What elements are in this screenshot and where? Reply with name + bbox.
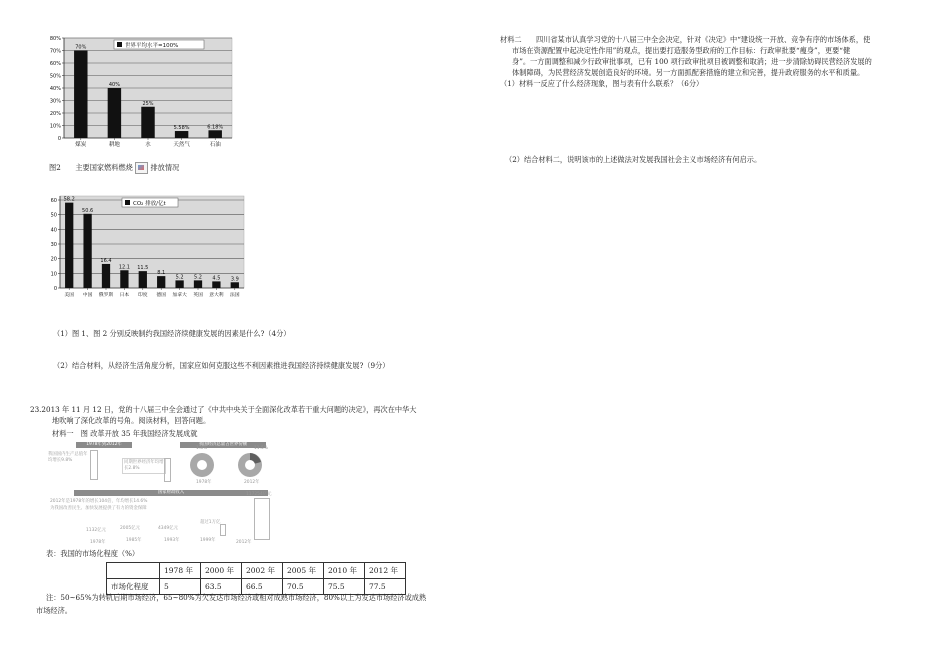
bar-value-label: 12.1 [118, 264, 130, 271]
question-23-line1: 23.2013 年 11 月 12 日，党的十八届三中全会通过了《中共中央关于全面深化改革若干重大问题的决定》，再次在中华大 [30, 405, 417, 414]
bar-value-label: 25% [142, 100, 154, 107]
bar [175, 131, 188, 138]
fiscal-bar-2012 [254, 498, 270, 540]
bar [120, 270, 128, 288]
banner-period: 1978年到2012年 [76, 442, 132, 448]
category-label: 煤炭 [75, 142, 87, 148]
bar [139, 271, 147, 288]
material2-line4: 体制障碍，为民营经济发展创造良好的环境。另一方面抓配套措施的建立和完善，提升政府服务的水平和质量。 [512, 68, 865, 77]
y-tick-label: 20 [50, 256, 57, 263]
category-label: 印度 [137, 293, 148, 298]
gdp-bar [90, 450, 98, 480]
fiscal-year-2012: 2012年 [236, 540, 252, 545]
chart-resource-per-capita [44, 34, 236, 156]
right-question-1: （1）材料一反应了什么经济现象，图与表有什么联系？（6分） [500, 79, 704, 88]
bar [108, 88, 121, 138]
category-label: 英国 [193, 293, 203, 298]
y-tick-label: 0 [53, 286, 57, 292]
banner-world-share: 我国经济总量占世界份额 [180, 442, 266, 448]
fig2-caption [49, 162, 179, 174]
bar-value-label: 6.18% [207, 124, 224, 131]
banner-fiscal-income: 国家财政收入 [74, 490, 268, 496]
fig2-caption-tail: 排放情况 [150, 163, 180, 172]
table-cell: 66.5 [242, 579, 283, 595]
material1-title: 材料一 图 改革开放 35 年我国经济发展成就 [52, 429, 198, 438]
question-23-line2: 地吹响了深化改革的号角。阅读材料，回答问题。 [52, 416, 211, 425]
category-label: 耕地 [108, 142, 120, 148]
broken-image-icon [135, 162, 148, 174]
bar-value-label: 16.4 [100, 257, 112, 264]
bar [231, 282, 239, 288]
table-title: 表：我国的市场化程度（%） [46, 549, 140, 558]
table-header-cell: 2000 年 [201, 563, 242, 579]
bar-value-label: 4.5 [212, 275, 221, 282]
bar [74, 51, 87, 139]
bar [83, 214, 91, 288]
fig2-caption-number: 图2 [49, 163, 61, 172]
fiscal-bullet-2: 为我国改善民生、加快发展提供了有力的资金保障 [50, 506, 147, 511]
category-label: 日本 [119, 293, 130, 298]
chart1-legend-swatch [117, 42, 122, 47]
y-tick-label: 50 [50, 212, 57, 219]
fig2-caption-text: 主要国家燃料燃烧 [75, 163, 133, 172]
table-header-cell: 2010 年 [324, 563, 365, 579]
fiscal-value-1993: 4349亿元 [158, 526, 178, 531]
table-note-line1: 注：50~65%为转轨后期市场经济，65~80%为欠发达市场经济或相对成熟市场经济，80%以上为发达市场经济或成熟 [46, 593, 427, 602]
bar-value-label: 58.2 [63, 196, 75, 203]
category-label: 俄罗斯 [98, 293, 114, 298]
y-tick-label: 50% [49, 73, 61, 80]
y-tick-label: 30% [49, 98, 61, 105]
fiscal-bullet-1: 2012年是1978年的增长104倍，年均增长14.6% [50, 499, 148, 504]
share-2012-label: 11.5% [254, 446, 268, 451]
fiscal-bar-1999 [220, 524, 226, 536]
share-year-2012: 2012年 [244, 480, 260, 485]
category-label: 法国 [229, 293, 240, 298]
table-cell: 63.5 [201, 579, 242, 595]
table-header-cell [107, 563, 160, 579]
share-1978-label: 1.8% [196, 446, 208, 451]
chart2-legend-swatch [125, 200, 130, 205]
marketization-table [106, 562, 406, 595]
bar [208, 130, 221, 138]
chart1-legend: 世界平均水平=100% [125, 43, 179, 49]
table-cell: 5 [160, 579, 201, 595]
category-label: 德国 [156, 293, 167, 298]
category-label: 美国 [64, 293, 75, 298]
y-tick-label: 10 [50, 271, 57, 278]
category-label: 天然气 [173, 142, 190, 148]
y-tick-label: 60% [49, 61, 61, 67]
table-cell: 70.5 [283, 579, 324, 595]
table-header-cell: 1978 年 [160, 563, 201, 579]
chart-co2-emissions [44, 192, 248, 308]
bar [102, 264, 110, 288]
fiscal-value-1999: 超过1万亿 [200, 520, 221, 525]
bar-value-label: 11.5 [137, 265, 149, 272]
fiscal-value-1978: 1132亿元 [86, 528, 106, 533]
bar-value-label: 50.6 [82, 207, 94, 214]
bar [141, 107, 154, 138]
table-header-row [107, 563, 406, 579]
chart2-legend: CO₂ 排放/亿t [133, 201, 166, 207]
material2-paragraph [500, 34, 920, 89]
y-tick-label: 60 [50, 198, 57, 204]
material2-line3: 身”。一方面调整和减少行政审批事项，已有 100 项行政审批项目被调整和取消；进一步清除妨碍民营经济发展的 [512, 57, 872, 66]
y-tick-label: 0 [57, 136, 61, 142]
category-label: 石油 [209, 142, 221, 148]
bar-value-label: 5.2 [175, 274, 184, 281]
bar [175, 280, 183, 288]
economic-achievement-infographic [46, 440, 276, 548]
y-tick-label: 40% [49, 86, 61, 92]
y-tick-label: 20% [49, 111, 61, 117]
fiscal-value-1985: 2005亿元 [120, 526, 140, 531]
table-header-cell: 2012 年 [365, 563, 406, 579]
bar [65, 203, 73, 288]
gdp-growth-text: 我国国内生产总值年均增长9.8% [48, 452, 88, 463]
fiscal-year-1999: 1999年 [200, 538, 216, 543]
right-question-2: （2）结合材料二，说明该市的上述做法对发展我国社会主义市场经济有何启示。 [505, 155, 762, 164]
share-year-1978: 1978年 [196, 480, 212, 485]
y-tick-label: 40 [50, 227, 57, 234]
material2-line2: 市场在资源配置中起决定性作用”的观点，提出要打造服务型政府的工作目标：行政审批要“瘦身”，更要“健 [512, 46, 851, 55]
y-tick-label: 30 [50, 242, 57, 248]
world-bar [164, 458, 171, 482]
bar-value-label: 8.1 [157, 270, 166, 277]
bar [194, 280, 202, 288]
y-tick-label: 80% [49, 36, 61, 42]
world-growth-text: 同期世界经济年均增长2.8% [122, 458, 166, 474]
question-1: （1）图 1、图 2 分别反映制约我国经济续健康发展的因素是什么?（4分） [53, 329, 291, 338]
category-label: 加拿大 [172, 293, 187, 298]
table-cell: 75.5 [324, 579, 365, 595]
bar [157, 276, 165, 288]
bar-value-label: 5.2 [194, 274, 202, 281]
y-tick-label: 70% [49, 48, 61, 55]
bar-value-label: 70% [75, 44, 87, 51]
material2-line1: 材料二 四川省某市认真学习党的十八届三中全会决定，针对《决定》中“建设统一开放、竞争有序的市场体系，使 [500, 35, 871, 44]
bar-value-label: 3.9 [230, 276, 239, 283]
category-label: 水 [145, 142, 151, 148]
fiscal-year-1978: 1978年 [90, 540, 106, 545]
bar [212, 281, 220, 288]
question-2: （2）结合材料，从经济生活角度分析，国家应如何克服这些不利因素推进我国经济持续健康发展?（9分） [53, 361, 390, 370]
category-label: 中国 [82, 293, 93, 298]
category-label: 意大利 [209, 293, 224, 298]
table-header-cell: 2002 年 [242, 563, 283, 579]
table-row-label: 市场化程度 [107, 579, 160, 595]
fiscal-year-1985: 1985年 [126, 538, 142, 543]
fiscal-value-2012: 117254亿元 [246, 492, 272, 497]
table-cell: 77.5 [365, 579, 406, 595]
table-header-cell: 2005 年 [283, 563, 324, 579]
fiscal-year-1993: 1993年 [164, 538, 180, 543]
bar-value-label: 40% [108, 82, 120, 88]
bar-value-label: 5.58% [173, 125, 190, 132]
table-note-line2: 市场经济。 [36, 606, 72, 615]
y-tick-label: 10% [49, 123, 61, 130]
